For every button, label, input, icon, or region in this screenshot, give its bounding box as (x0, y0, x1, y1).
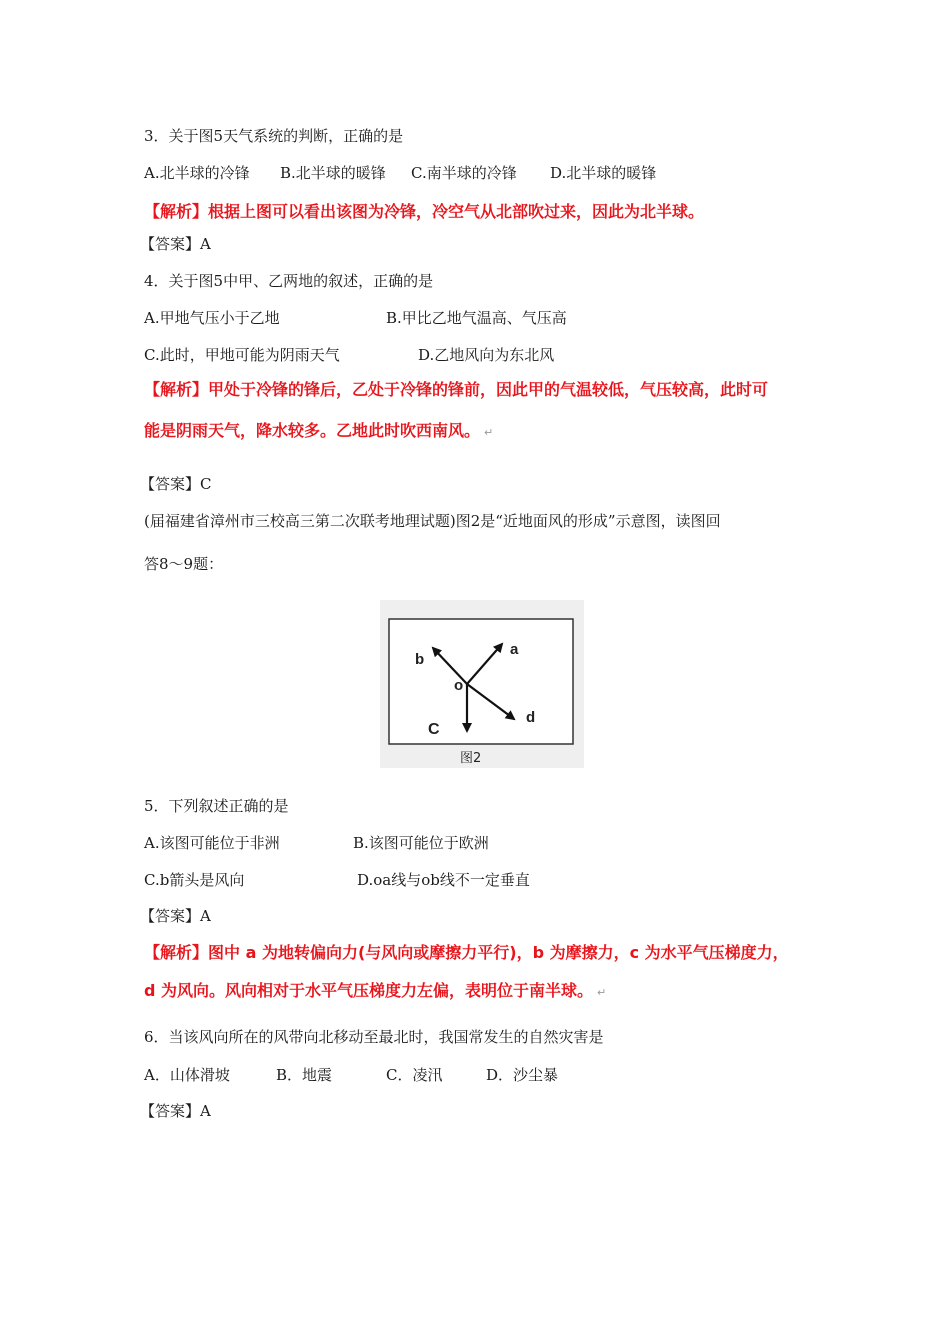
q5-answer: 【答案】A (140, 907, 211, 925)
q6-option-d: D．沙尘暴 (486, 1066, 559, 1084)
q5-stem: 5．下列叙述正确的是 (144, 797, 289, 815)
q5-options-row1 (144, 833, 844, 853)
label-b: b (415, 651, 425, 668)
q4-stem: 4．关于图5中甲、乙两地的叙述，正确的是 (144, 272, 434, 290)
q4-option-c: C.此时，甲地可能为阴雨天气 (144, 346, 340, 364)
q3-analysis: 【解析】根据上图可以看出该图为冷锋，冷空气从北部吹过来，因此为北半球。 (144, 202, 705, 221)
q4-analysis-line2 (144, 421, 493, 443)
paragraph-mark-icon: ↵ (484, 426, 494, 439)
q5-option-d: D.oa线与ob线不一定垂直 (357, 871, 530, 889)
q6-answer: 【答案】A (140, 1102, 211, 1120)
q6-stem: 6．当该风向所在的风带向北移动至最北时，我国常发生的自然灾害是 (144, 1028, 604, 1046)
wind-diagram-svg (380, 600, 584, 768)
label-d: d (526, 709, 536, 726)
paragraph-mark-icon: ↵ (597, 986, 607, 999)
q4-options-row2 (144, 345, 844, 365)
q5-option-b: B.该图可能位于欧洲 (353, 834, 489, 852)
label-c: C (428, 721, 440, 738)
q4-analysis-line1: 【解析】甲处于冷锋的锋后，乙处于冷锋的锋前，因此甲的气温较低，气压较高，此时可 (144, 380, 769, 399)
q6-option-c: C．凌汛 (386, 1066, 443, 1084)
figure-caption: 图2 (460, 751, 482, 766)
label-a: a (510, 641, 519, 658)
label-o: o (454, 677, 464, 694)
q3-stem: 3．关于图5天气系统的判断，正确的是 (144, 127, 404, 145)
figure-frame (389, 619, 573, 744)
q4-answer: 【答案】C (140, 475, 212, 493)
q5-analysis-line2-text: d 为风向。风向相对于水平气压梯度力左偏，表明位于南半球。 (144, 981, 594, 1000)
q3-options (144, 163, 844, 183)
q6-option-b: B．地震 (276, 1066, 333, 1084)
q3-answer: 【答案】A (140, 235, 211, 253)
q3-option-b: B.北半球的暖锋 (280, 164, 386, 182)
q4-option-b: B.甲比乙地气温高、气压高 (386, 309, 567, 327)
q3-option-a: A.北半球的冷锋 (144, 164, 250, 182)
intro-line1: (届福建省漳州市三校高三第二次联考地理试题)图2是“近地面风的形成”示意图，读图回 (144, 512, 721, 530)
figure-wind-diagram (380, 600, 584, 768)
q4-option-d: D.乙地风向为东北风 (418, 346, 555, 364)
q4-options-row1 (144, 308, 844, 328)
q4-option-a: A.甲地气压小于乙地 (144, 309, 280, 327)
intro-line2: 答8～9题： (144, 555, 224, 573)
q6-option-a: A．山体滑坡 (144, 1066, 230, 1084)
q4-analysis-line2-text: 能是阴雨天气，降水较多。乙地此时吹西南风。 (144, 421, 481, 440)
q5-options-row2 (144, 870, 844, 890)
q3-option-c: C.南半球的冷锋 (411, 164, 517, 182)
q5-analysis-line2 (144, 981, 606, 1003)
q5-option-c: C.b箭头是风向 (144, 871, 245, 889)
q3-option-d: D.北半球的暖锋 (550, 164, 657, 182)
q5-option-a: A.该图可能位于非洲 (144, 834, 280, 852)
q6-options (144, 1065, 844, 1085)
q5-analysis-line1: 【解析】图中 a 为地转偏向力(与风向或摩擦力平行)，b 为摩擦力，c 为水平气压梯度力， (144, 943, 789, 962)
